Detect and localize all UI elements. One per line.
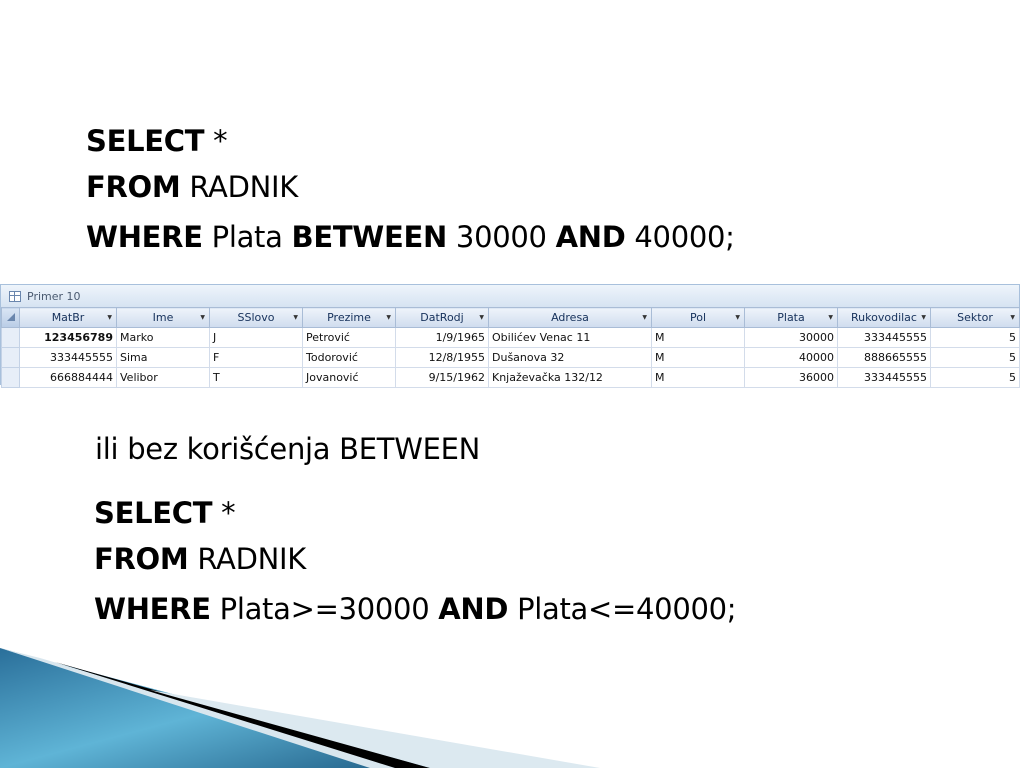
cell-sslovo[interactable]: T (210, 368, 303, 388)
dropdown-arrow-icon[interactable]: ▼ (1010, 314, 1015, 321)
cell-matbr[interactable]: 666884444 (20, 368, 117, 388)
cell-sektor[interactable]: 5 (931, 368, 1020, 388)
from-keyword: FROM (94, 542, 189, 576)
cell-pol[interactable]: M (652, 368, 745, 388)
and-keyword: AND (438, 592, 509, 626)
dropdown-arrow-icon[interactable]: ▼ (921, 314, 926, 321)
datasheet-titlebar (1, 285, 1019, 307)
cell-adresa[interactable]: Dušanova 32 (489, 348, 652, 368)
cell-prezime[interactable]: Todorović (303, 348, 396, 368)
table-icon (9, 291, 21, 302)
row-selector[interactable] (2, 348, 20, 368)
column-header-prezime[interactable] (303, 308, 396, 328)
column-header-datrodj[interactable] (396, 308, 489, 328)
cell-plata[interactable]: 36000 (745, 368, 838, 388)
cell-rukovodilac[interactable]: 333445555 (838, 328, 931, 348)
cell-rukovodilac[interactable]: 888665555 (838, 348, 931, 368)
column-header-label: Ime (152, 311, 174, 324)
result-grid (1, 307, 1020, 388)
column-header-pol[interactable] (652, 308, 745, 328)
column-header-adresa[interactable] (489, 308, 652, 328)
column-header-label: Adresa (551, 311, 589, 324)
cell-datrodj[interactable]: 9/15/1962 (396, 368, 489, 388)
table-name: RADNIK (188, 542, 306, 576)
dropdown-arrow-icon[interactable]: ▼ (828, 314, 833, 321)
header-row (2, 308, 1020, 328)
dropdown-arrow-icon[interactable]: ▼ (200, 314, 205, 321)
column-header-label: Sektor (957, 311, 993, 324)
dropdown-arrow-icon[interactable]: ▼ (735, 314, 740, 321)
table-row (2, 328, 1020, 348)
dropdown-arrow-icon[interactable]: ▼ (386, 314, 391, 321)
upper-bound: 40000; (625, 220, 735, 254)
column-header-label: Prezime (327, 311, 371, 324)
where-keyword: WHERE (86, 220, 203, 254)
dropdown-arrow-icon[interactable]: ▼ (293, 314, 298, 321)
column-header-label: MatBr (51, 311, 85, 324)
cell-pol[interactable]: M (652, 328, 745, 348)
sql-query-comparison (94, 496, 737, 641)
cell-matbr[interactable]: 123456789 (20, 328, 117, 348)
corner-triangle-icon (7, 313, 15, 321)
decorative-ribbon (0, 640, 1024, 768)
cell-prezime[interactable]: Petrović (303, 328, 396, 348)
cell-ime[interactable]: Velibor (117, 368, 210, 388)
row-selector[interactable] (2, 328, 20, 348)
where-column: Plata (202, 220, 292, 254)
cell-datrodj[interactable]: 12/8/1955 (396, 348, 489, 368)
cell-sektor[interactable]: 5 (931, 348, 1020, 368)
dropdown-arrow-icon[interactable]: ▼ (642, 314, 647, 321)
where-keyword: WHERE (94, 592, 211, 626)
column-header-ime[interactable] (117, 308, 210, 328)
select-columns: * (212, 496, 236, 530)
table-row (2, 368, 1020, 388)
select-line (94, 496, 736, 545)
cell-plata[interactable]: 40000 (745, 348, 838, 368)
cell-prezime[interactable]: Jovanović (303, 368, 396, 388)
dropdown-arrow-icon[interactable]: ▼ (107, 314, 112, 321)
cell-sektor[interactable]: 5 (931, 328, 1020, 348)
table-row (2, 348, 1020, 368)
column-header-label: Plata (777, 311, 805, 324)
column-header-label: Rukovodilac (851, 311, 917, 324)
select-line (86, 124, 735, 173)
table-name: RADNIK (180, 170, 298, 204)
cell-adresa[interactable]: Knjaževačka 132/12 (489, 368, 652, 388)
column-header-plata[interactable] (745, 308, 838, 328)
where-line (94, 592, 737, 641)
row-selector[interactable] (2, 368, 20, 388)
cell-plata[interactable]: 30000 (745, 328, 838, 348)
select-keyword: SELECT (86, 124, 205, 158)
column-header-label: DatRodj (420, 311, 464, 324)
column-header-sektor[interactable] (931, 308, 1020, 328)
select-all-corner[interactable] (2, 308, 20, 328)
upper-condition: Plata<=40000; (508, 592, 737, 626)
sql-query-between (86, 124, 735, 269)
select-columns: * (204, 124, 228, 158)
column-header-label: Pol (689, 311, 707, 324)
from-line (94, 542, 736, 591)
cell-sslovo[interactable]: F (210, 348, 303, 368)
column-header-matbr[interactable] (20, 308, 117, 328)
from-keyword: FROM (86, 170, 181, 204)
cell-ime[interactable]: Marko (117, 328, 210, 348)
cell-sslovo[interactable]: J (210, 328, 303, 348)
access-datasheet-window (0, 284, 1020, 385)
lower-bound: 30000 (447, 220, 556, 254)
select-keyword: SELECT (94, 496, 213, 530)
cell-pol[interactable]: M (652, 348, 745, 368)
between-keyword: BETWEEN (291, 220, 447, 254)
datasheet-title: Primer 10 (27, 289, 81, 303)
column-header-sslovo[interactable] (210, 308, 303, 328)
cell-ime[interactable]: Sima (117, 348, 210, 368)
cell-rukovodilac[interactable]: 333445555 (838, 368, 931, 388)
lower-condition: Plata>=30000 (210, 592, 439, 626)
subtitle-text: ili bez korišćenja BETWEEN (95, 432, 481, 466)
column-header-rukovodilac[interactable] (838, 308, 931, 328)
cell-adresa[interactable]: Obilićev Venac 11 (489, 328, 652, 348)
where-line (86, 220, 735, 269)
from-line (86, 170, 735, 219)
and-keyword: AND (555, 220, 626, 254)
dropdown-arrow-icon[interactable]: ▼ (479, 314, 484, 321)
cell-matbr[interactable]: 333445555 (20, 348, 117, 368)
column-header-label: SSlovo (237, 311, 275, 324)
cell-datrodj[interactable]: 1/9/1965 (396, 328, 489, 348)
